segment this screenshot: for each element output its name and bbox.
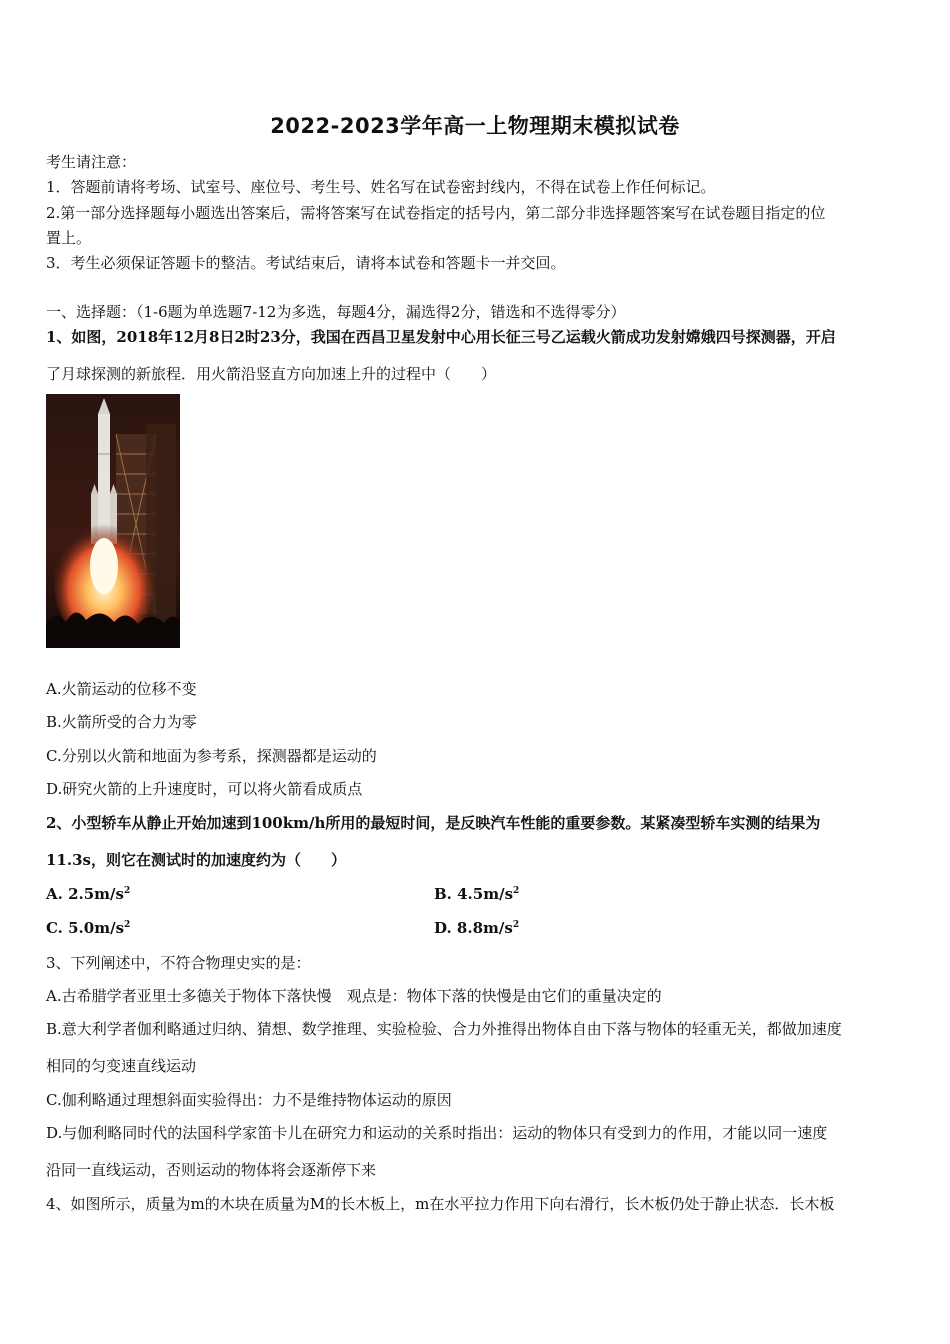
notice-item: 1．答题前请将考场、试室号、座位号、考生号、姓名写在试卷密封线内，不得在试卷上作任何标记。 [46, 178, 716, 196]
q1-option-c: C.分别以火箭和地面为参考系，探测器都是运动的 [46, 747, 377, 765]
q1-option-a: A.火箭运动的位移不变 [46, 680, 197, 698]
q1-option-b: B.火箭所受的合力为零 [46, 713, 197, 731]
section-heading: 一、选择题：（1-6题为单选题7-12为多选，每题4分，漏选得2分，错选和不选得零分） [46, 303, 626, 321]
q3-stem: 3、下列阐述中，不符合物理史实的是： [46, 954, 311, 972]
q3-option-d-line1: D.与伽利略同时代的法国科学家笛卡儿在研究力和运动的关系时指出：运动的物体只有受到力的作用，才能以同一速度 [46, 1124, 828, 1142]
q3-option-b-line1: B.意大利学者伽利略通过归纳、猜想、数学推理、实验检验、合力外推得出物体自由下落与物体的轻重无关，都做加速度 [46, 1020, 842, 1038]
q3-option-d-line2: 沿同一直线运动，否则运动的物体将会逐渐停下来 [46, 1161, 377, 1179]
q2-stem-line2: 11.3s，则它在测试时的加速度约为（ ） [46, 851, 346, 869]
page-title: 2022-2023学年高一上物理期末模拟试卷 [270, 114, 680, 138]
q1-option-d: D.研究火箭的上升速度时，可以将火箭看成质点 [46, 780, 363, 798]
q3-option-a: A.古希腊学者亚里士多德关于物体下落快慢 观点是：物体下落的快慢是由它们的重量决定的 [46, 987, 662, 1005]
q1-stem-line2: 了月球探测的新旅程．用火箭沿竖直方向加速上升的过程中（ ） [46, 365, 497, 383]
q2-option-b: B. $4.5m/s^2$ [434, 885, 520, 903]
q3-option-c: C.伽利略通过理想斜面实验得出：力不是维持物体运动的原因 [46, 1091, 452, 1109]
q4-stem-line1: 4、如图所示，质量为m的木块在质量为M的长木板上，m在水平拉力作用下向右滑行，长木板仍处于静止状态．长木板 [46, 1195, 835, 1213]
notice-item: 置上。 [46, 229, 92, 247]
notice-item: 2.第一部分选择题每小题选出答案后，需将答案写在试卷指定的括号内，第二部分非选择题答案写在试卷题目指定的位 [46, 204, 826, 222]
rocket-launch-image [46, 394, 180, 648]
q2-option-d: D. $8.8m/s^2$ [434, 919, 520, 937]
q3-option-b-line2: 相同的匀变速直线运动 [46, 1057, 197, 1075]
q2-option-c: C. $5.0m/s^2$ [46, 919, 131, 937]
q2-stem-line1: 2、小型轿车从静止开始加速到100km/h所用的最短时间，是反映汽车性能的重要参数。某紧凑型轿车实测的结果为 [46, 814, 821, 832]
q1-stem-line1: 1、如图，2018年12月8日2时23分，我国在西昌卫星发射中心用长征三号乙运载火箭成功发射嫦娥四号探测器，开启 [46, 328, 836, 346]
notice-item: 3．考生必须保证答题卡的整洁。考试结束后，请将本试卷和答题卡一并交回。 [46, 254, 566, 272]
notice-heading: 考生请注意： [46, 153, 137, 171]
q2-option-a: A. $2.5m/s^2$ [46, 885, 131, 903]
